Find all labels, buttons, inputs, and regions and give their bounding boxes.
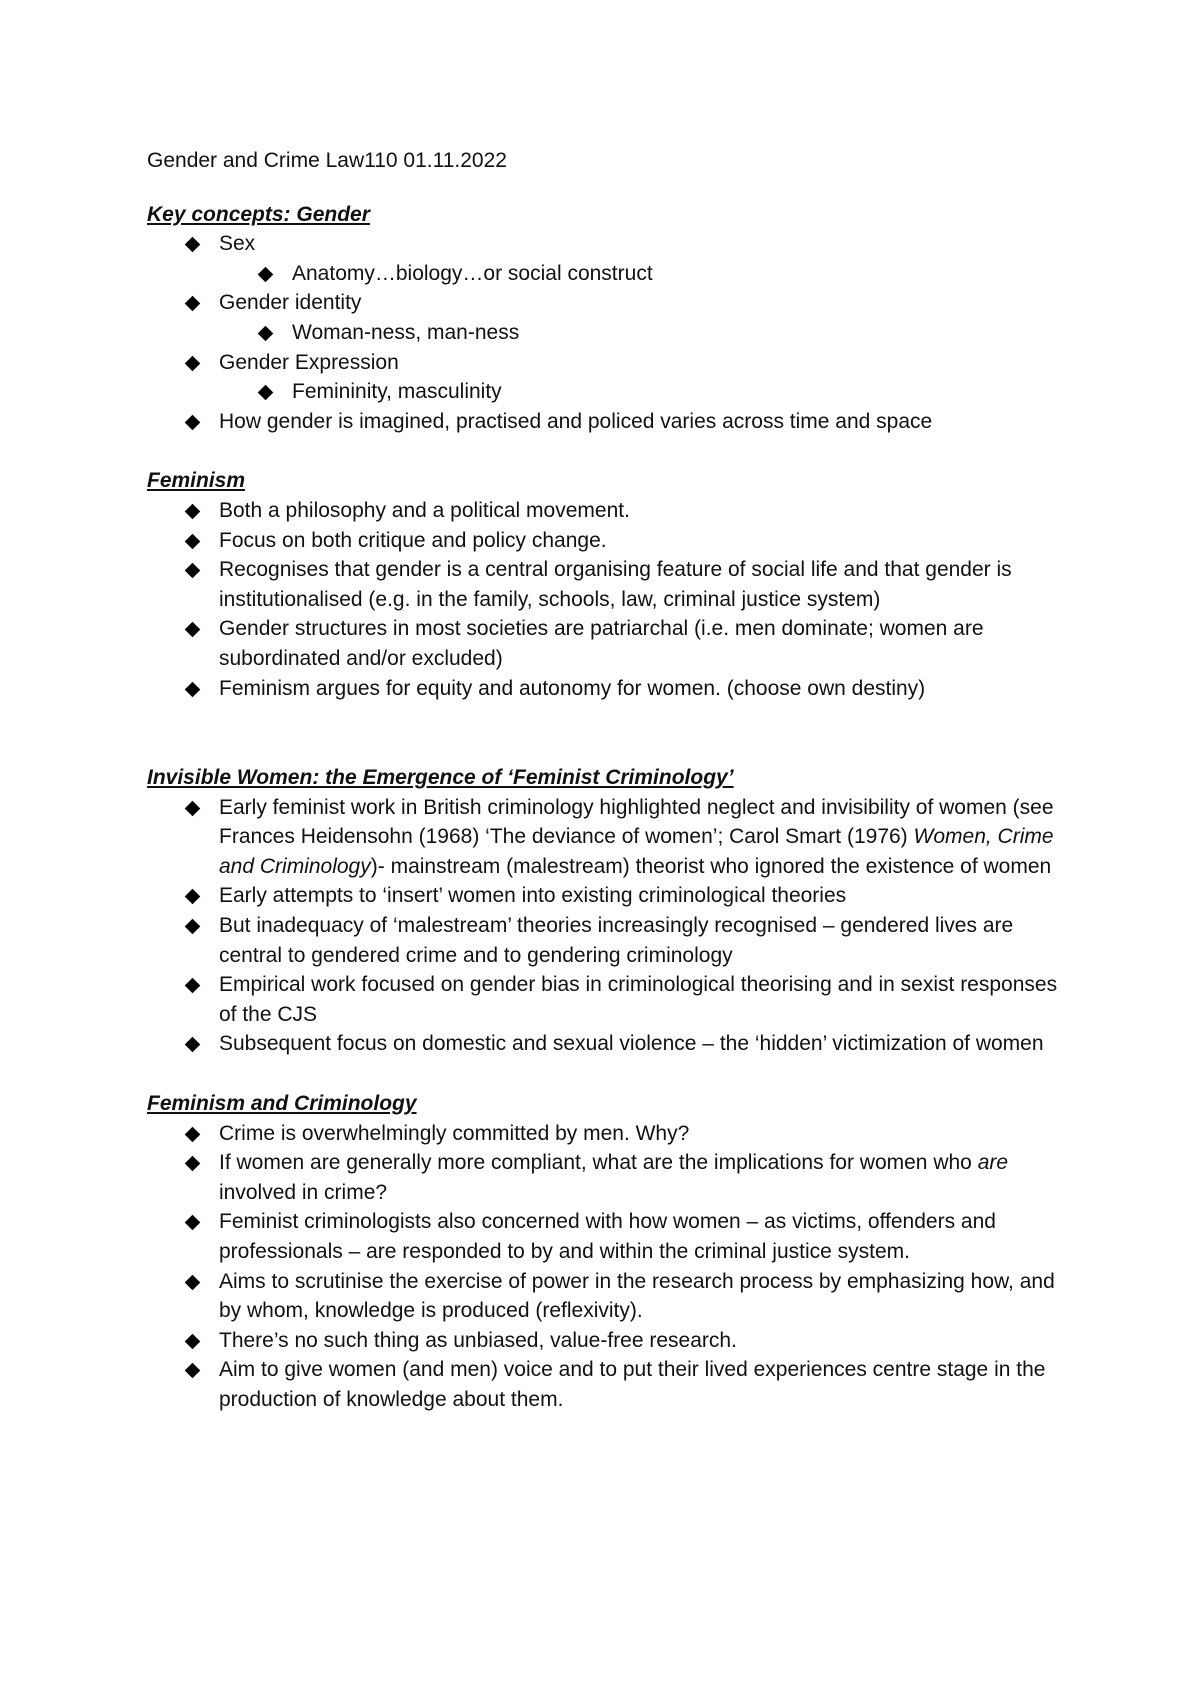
diamond-bullet-icon [184,1155,201,1172]
diamond-bullet-icon [257,325,274,342]
diamond-bullet-icon [257,384,274,401]
list-item [147,407,1077,437]
list-item-text: Gender Expression [219,350,399,374]
diamond-bullet-icon [184,918,201,935]
list-item [147,318,1077,348]
list-item [147,674,1077,704]
diamond-bullet-icon [184,800,201,817]
list-item-text: Femininity, masculinity [292,380,502,404]
list-item-text: How gender is imagined, practised and policed varies across time and space [219,409,933,433]
diamond-bullet-icon [184,1274,201,1291]
diamond-bullet-icon [184,503,201,520]
diamond-bullet-icon [184,1214,201,1231]
list-item-text: Subsequent focus on domestic and sexual violence – the ‘hidden’ victimization of women [219,1032,1044,1056]
list-item [147,288,1077,318]
list-item-text: But inadequacy of ‘malestream’ theories increasingly recognised – gendered lives are central to gendered crime and to gendering criminology [219,914,1014,967]
list-item [147,1119,1077,1149]
diamond-bullet-icon [184,236,201,253]
section-heading-feminism-and-criminology: Feminism and Criminology [147,1092,417,1116]
list-item-text: Aim to give women (and men) voice and to put their lived experiences centre stage in the production of knowledge about them. [219,1358,1046,1411]
list-item-text: Aims to scrutinise the exercise of power in the research process by emphasizing how, and by whom, knowledge is produced (reflexivity). [219,1269,1055,1323]
section-invisible-women [147,763,1077,1059]
list-item [147,881,1077,911]
list-item-text: Focus on both critique and policy change. [219,528,607,552]
bullet-list-invisible-women [147,793,1077,1059]
list-item-text: Gender identity [219,291,362,315]
bullet-list-feminism [147,496,1077,703]
list-item-text: Anatomy…biology…or social construct [292,261,653,285]
list-item-text: There’s no such thing as unbiased, value-free research. [219,1328,737,1352]
section-heading-invisible-women: Invisible Women: the Emergence of ‘Feminist Criminology’ [147,766,734,790]
diamond-bullet-icon [184,621,201,638]
list-item [147,1148,1077,1207]
list-item [147,1029,1077,1059]
list-item-text: )- mainstream (malestream) theorist who ignored the existence of women [370,854,1052,878]
diamond-bullet-icon [184,888,201,905]
diamond-bullet-icon [184,1362,201,1379]
bullet-list-key-concepts [147,229,1077,436]
list-item-text: Feminism argues for equity and autonomy for women. (choose own destiny) [219,676,926,700]
section-key-concepts [147,200,1077,437]
diamond-bullet-icon [184,1126,201,1143]
emphasis-italic: are [977,1151,1009,1175]
list-item [147,526,1077,556]
section-feminism [147,466,1077,703]
list-item [147,1267,1077,1326]
list-item [147,377,1077,407]
list-item-text: Gender structures in most societies are patriarchal (i.e. men dominate; women are subordinated and/or excluded) [219,617,984,670]
diamond-bullet-icon [184,533,201,550]
list-item-text: Early attempts to ‘insert’ women into existing criminological theories [219,884,847,908]
list-item [147,793,1077,882]
list-item-text: Feminist criminologists also concerned with how women – as victims, offenders and professionals – are responded to by and within the criminal justice system. [219,1210,996,1263]
list-item [147,1207,1077,1266]
list-item-text: involved in crime? [219,1180,388,1204]
list-item-text: Sex [219,232,256,256]
list-item [147,1355,1077,1414]
document-title: Gender and Crime Law110 01.11.2022 [147,149,507,172]
book-title-italic: Women, Crime and Criminology [219,825,1054,878]
diamond-bullet-icon [184,977,201,994]
diamond-bullet-icon [184,295,201,312]
diamond-bullet-icon [257,266,274,283]
list-item [147,970,1077,1029]
list-item-text: Early feminist work in British criminology highlighted neglect and invisibility of women (see Frances Heidensohn (1968) ‘The deviance of women’; Carol Smart (1976) [219,795,1054,849]
document-page [147,146,1077,1445]
diamond-bullet-icon [184,355,201,372]
list-item-text: Crime is overwhelmingly committed by men. Why? [219,1121,690,1145]
section-heading-feminism: Feminism [147,469,246,493]
diamond-bullet-icon [184,681,201,698]
list-item [147,911,1077,970]
list-item [147,555,1077,614]
list-item [147,259,1077,289]
bullet-list-feminism-and-criminology [147,1119,1077,1415]
diamond-bullet-icon [184,1036,201,1053]
section-feminism-and-criminology [147,1089,1077,1415]
diamond-bullet-icon [184,414,201,431]
section-heading-key-concepts: Key concepts: Gender [147,202,370,226]
list-item [147,614,1077,673]
list-item [147,229,1077,259]
list-item [147,1326,1077,1356]
list-item [147,348,1077,378]
list-item-text: Woman-ness, man-ness [292,320,520,344]
diamond-bullet-icon [184,1333,201,1350]
list-item-text: Empirical work focused on gender bias in criminological theorising and in sexist responses of the CJS [219,973,1058,1026]
diamond-bullet-icon [184,562,201,579]
list-item-text: Both a philosophy and a political movement. [219,498,630,522]
list-item-text: If women are generally more compliant, what are the implications for women who [219,1151,978,1175]
list-item-text: Recognises that gender is a central organising feature of social life and that gender is institutionalised (e.g. in the family, schools, law, criminal justice system) [219,558,1012,611]
list-item [147,496,1077,526]
